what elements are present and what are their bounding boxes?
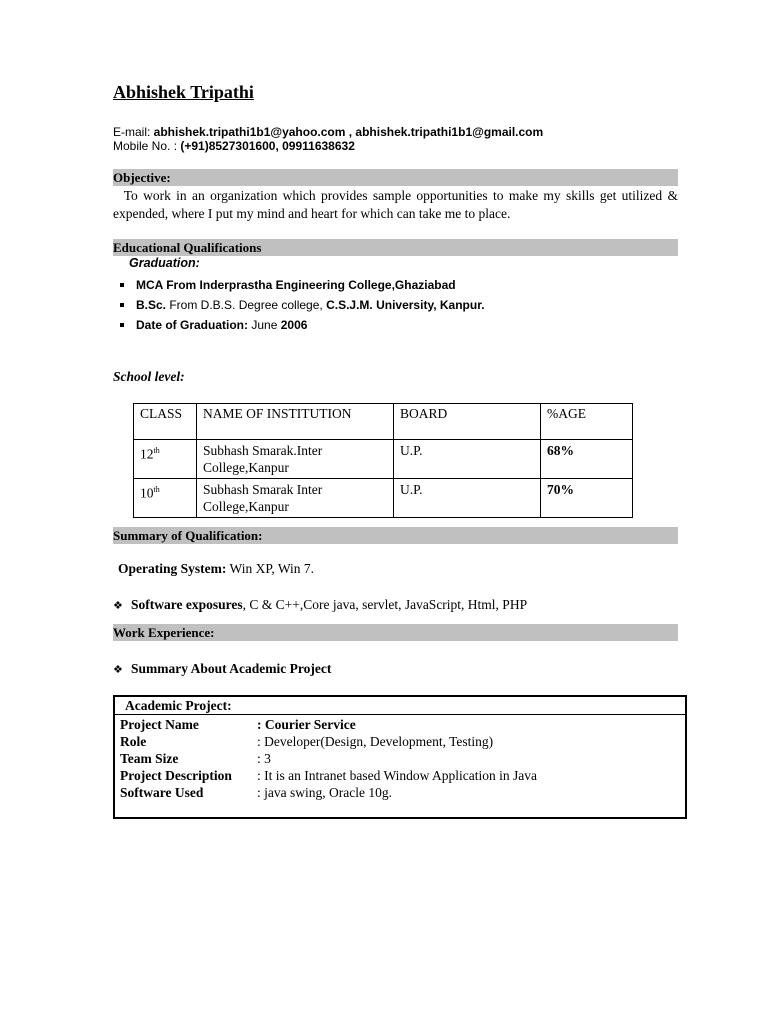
class-number: 10: [140, 485, 154, 501]
column-header-class: CLASS: [134, 404, 197, 440]
objective-body: To work in an organization which provides sample opportunities to make my skills get utilized & expended, where I put my mind and heart for which can take me to place.: [113, 188, 679, 221]
item-bold: MCA From Inderprastha Engineering College,Ghaziabad: [136, 278, 456, 292]
column-header-board: BOARD: [394, 404, 541, 440]
project-row: [120, 784, 537, 801]
graduation-heading: Graduation:: [129, 256, 200, 270]
work-experience-heading: Work Experience:: [113, 624, 678, 641]
institution-line: College,Kanpur: [203, 460, 289, 475]
class-cell: [134, 479, 197, 518]
project-row: [120, 716, 537, 733]
class-cell: [134, 440, 197, 479]
class-number: 12: [140, 446, 154, 462]
institution-line: Subhash Smarak.Inter: [203, 443, 323, 458]
mobile-line: [113, 139, 355, 153]
project-value: : Developer(Design, Development, Testing): [257, 734, 494, 749]
project-label: Software Used: [120, 785, 204, 800]
class-suffix: th: [153, 446, 160, 455]
square-bullet-icon: [120, 283, 124, 287]
percentage-cell: 70%: [541, 479, 633, 518]
project-row: [120, 733, 537, 750]
item-rest: June: [248, 318, 281, 332]
project-value: : java swing, Oracle 10g.: [257, 785, 392, 800]
list-item: [120, 296, 485, 316]
mobile-label: Mobile No. :: [113, 139, 181, 153]
square-bullet-icon: [120, 323, 124, 327]
operating-system-line: [118, 561, 314, 577]
project-value: : It is an Intranet based Window Application in Java: [257, 768, 538, 783]
institution-cell: [197, 479, 394, 518]
board-cell: U.P.: [394, 440, 541, 479]
project-label: Role: [120, 734, 147, 749]
objective-heading: Objective:: [113, 169, 678, 186]
objective-text: [113, 187, 678, 223]
software-value: , C & C++,Core java, servlet, JavaScript, Html, PHP: [242, 597, 528, 612]
email-line: [113, 125, 543, 139]
summary-heading: Summary of Qualification:: [113, 527, 678, 544]
table-header-row: [134, 404, 633, 440]
table-row: [134, 479, 633, 518]
email-label: E-mail:: [113, 125, 154, 139]
list-item: [120, 276, 485, 296]
item-rest: From D.B.S. Degree college,: [166, 298, 327, 312]
column-header-percentage: %AGE: [541, 404, 633, 440]
class-suffix: th: [153, 485, 160, 494]
graduation-list: [120, 276, 485, 336]
item-tail: C.S.J.M. University, Kanpur.: [326, 298, 485, 312]
project-row: [120, 750, 537, 767]
project-label: Project Description: [120, 768, 232, 783]
list-item: [120, 316, 485, 336]
diamond-bullet-icon: ❖: [113, 600, 123, 612]
project-value: : 3: [257, 751, 271, 766]
institution-line: Subhash Smarak Inter: [203, 482, 323, 497]
academic-summary-line: [113, 661, 331, 677]
email-addresses: abhishek.tripathi1b1@yahoo.com , abhishek.tripathi1b1@gmail.com: [153, 125, 544, 139]
table-row: [134, 440, 633, 479]
software-label: Software exposures: [131, 597, 243, 612]
project-row: [120, 767, 537, 784]
project-details: [120, 716, 537, 801]
project-label: Team Size: [120, 751, 179, 766]
project-value: : Courier Service: [257, 717, 356, 732]
item-bold: Date of Graduation:: [136, 318, 249, 332]
square-bullet-icon: [120, 303, 124, 307]
academic-project-title: Academic Project:: [115, 697, 685, 715]
software-exposure-line: [113, 597, 527, 613]
os-label: Operating System:: [118, 561, 227, 576]
institution-cell: [197, 440, 394, 479]
column-header-institution: NAME OF INSTITUTION: [197, 404, 394, 440]
mobile-numbers: (+91)8527301600, 09911638632: [180, 139, 355, 153]
candidate-name: Abhishek Tripathi: [113, 82, 254, 102]
item-tail: 2006: [280, 318, 308, 332]
percentage-cell: 68%: [541, 440, 633, 479]
board-cell: U.P.: [394, 479, 541, 518]
institution-line: College,Kanpur: [203, 499, 289, 514]
item-bold: B.Sc.: [136, 298, 167, 312]
academic-summary-heading: Summary About Academic Project: [131, 661, 332, 676]
school-table: [133, 403, 633, 518]
academic-project-box: [113, 695, 687, 819]
project-label: Project Name: [120, 717, 199, 732]
os-value: Win XP, Win 7.: [226, 561, 315, 576]
school-level-heading: School level:: [113, 369, 185, 384]
diamond-bullet-icon: ❖: [113, 664, 123, 676]
education-heading: Educational Qualifications: [113, 239, 678, 256]
